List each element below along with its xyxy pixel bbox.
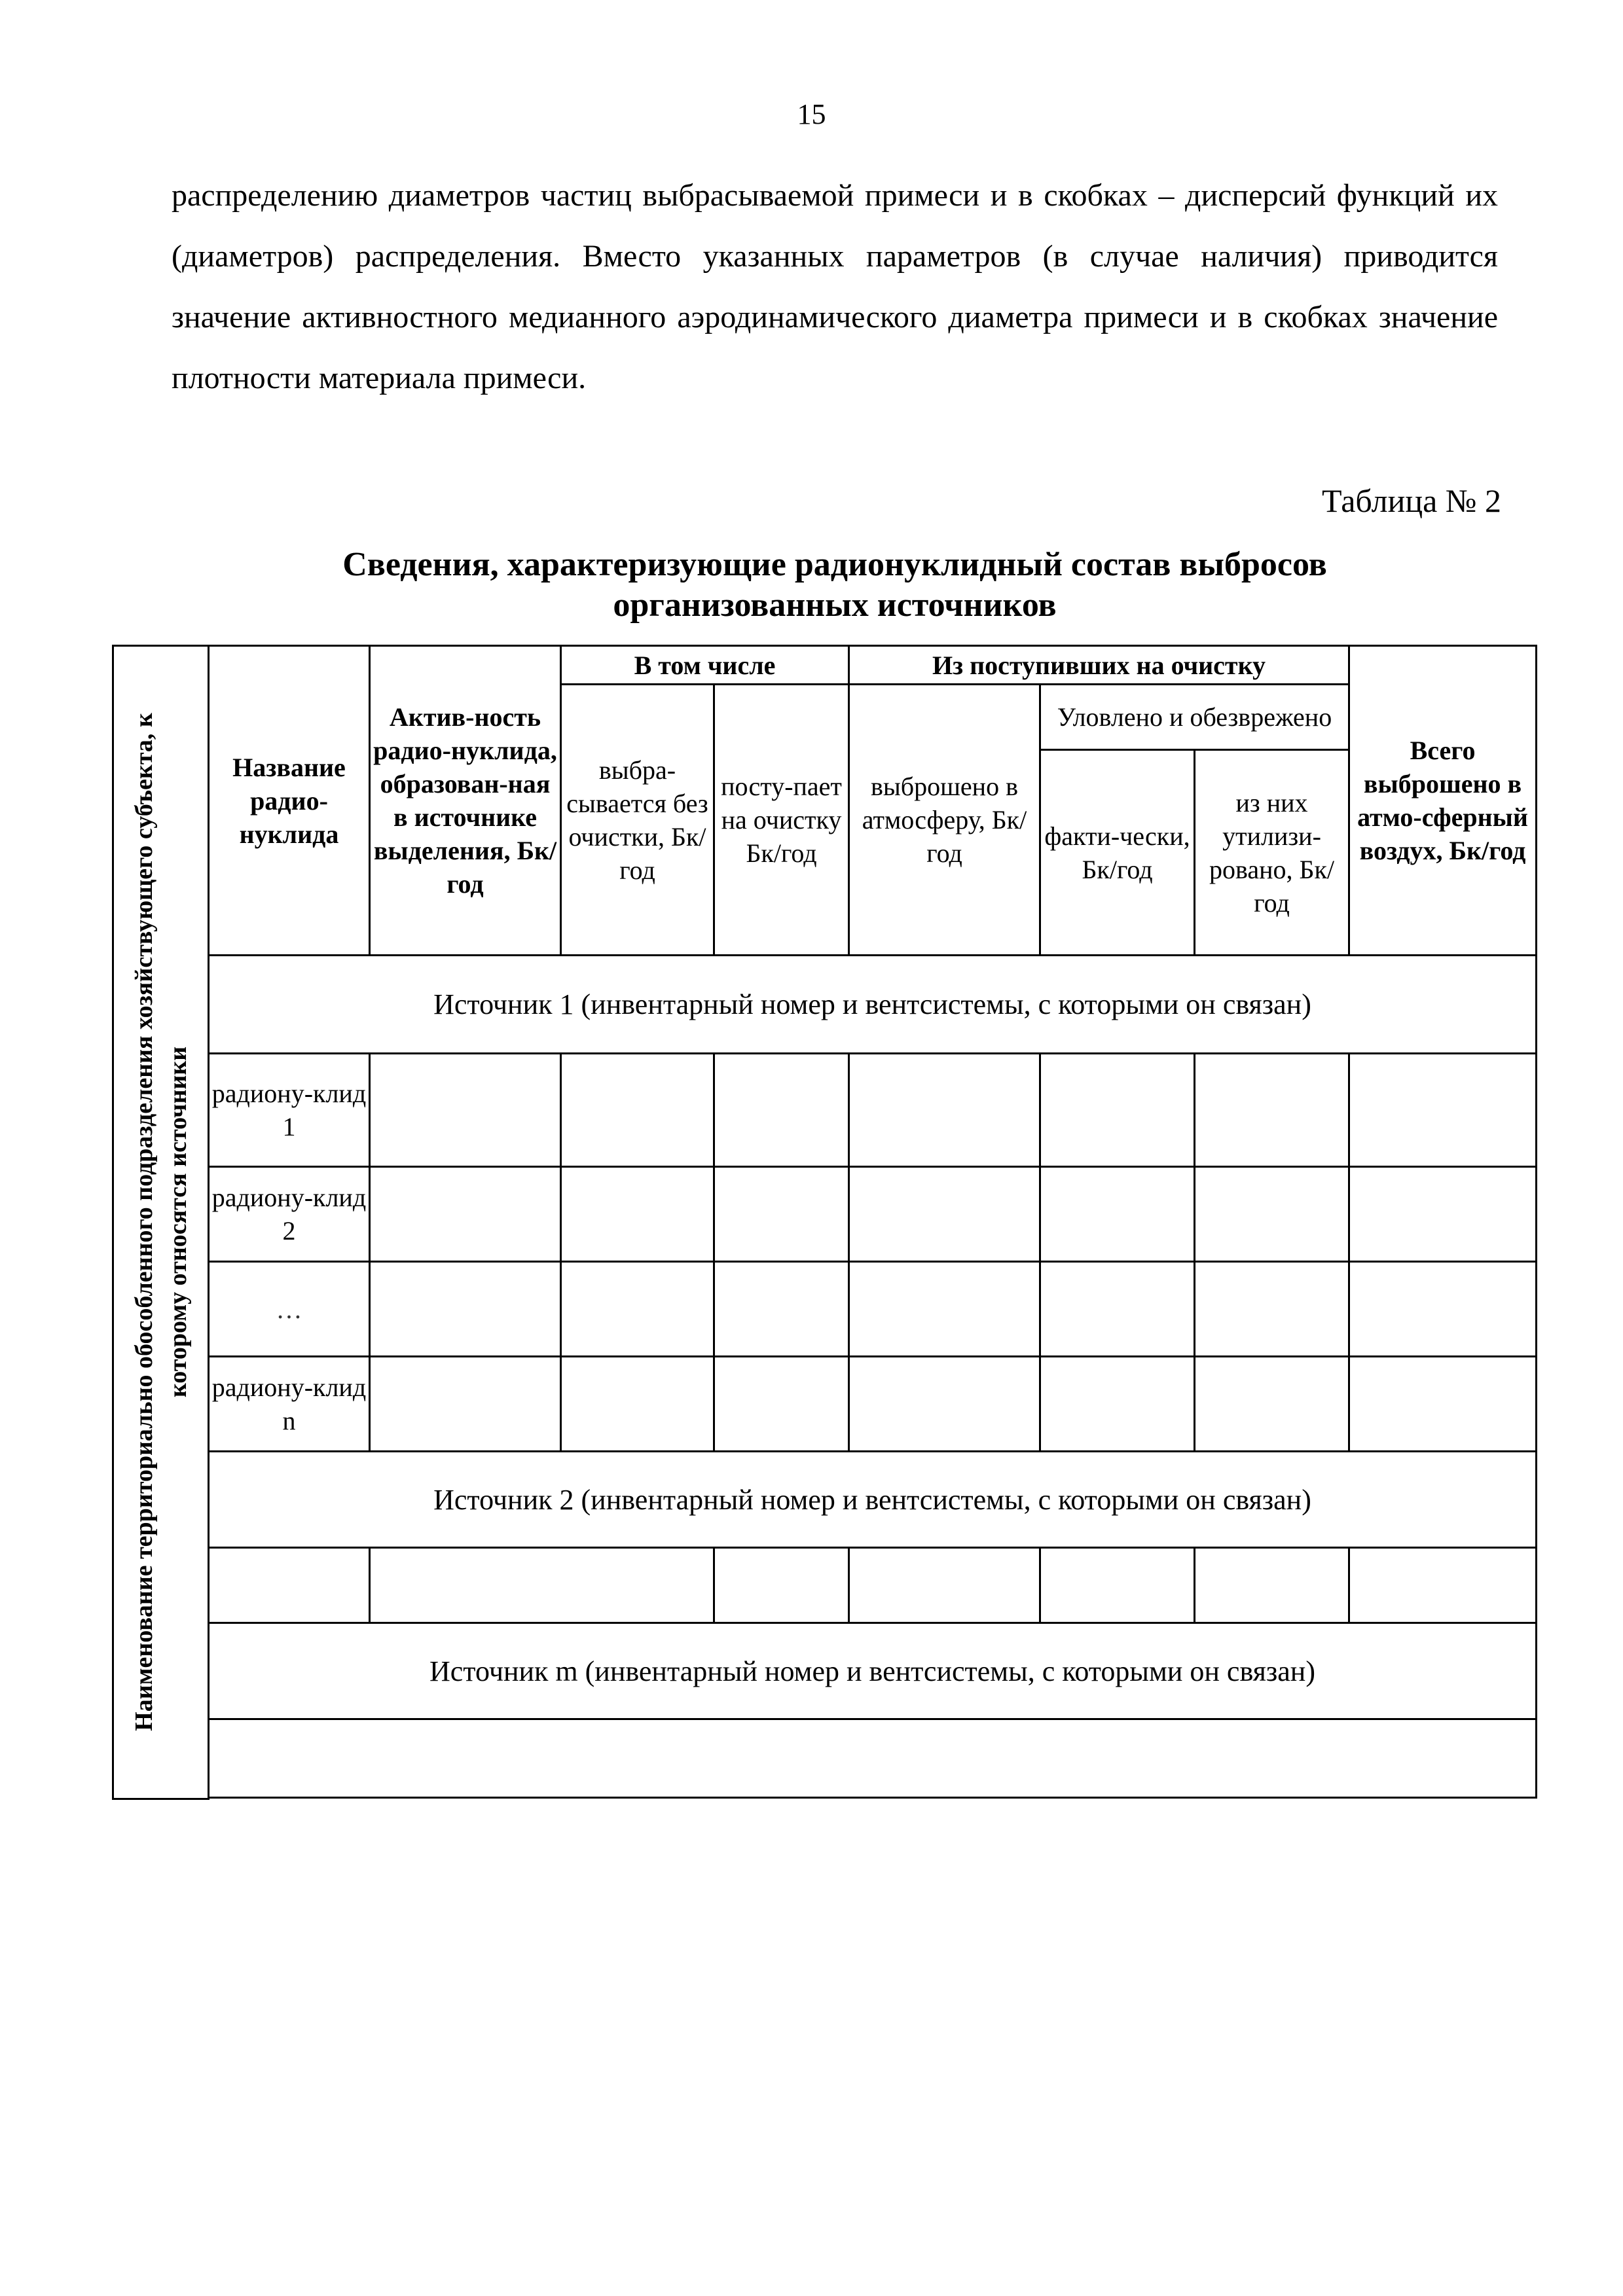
source-2-row: Источник 2 (инвентарный номер и вентсистемы, с которыми он связан) [209, 1452, 1537, 1548]
header-nuclide-name: Название радио-нуклида [209, 646, 370, 956]
table-cell [561, 1167, 714, 1262]
table-cell [209, 1719, 1537, 1798]
table-cell [561, 1054, 714, 1167]
table-title [172, 545, 1498, 626]
table-cell [1349, 1357, 1537, 1452]
header-captured: Уловлено и обезврежено [1040, 685, 1349, 750]
table-cell [1040, 1357, 1195, 1452]
table-cell [370, 1548, 714, 1623]
table-cell [849, 1054, 1040, 1167]
table-cell [1195, 1357, 1349, 1452]
source-1-row: Источник 1 (инвентарный номер и вентсистемы, с которыми он связан) [209, 956, 1537, 1054]
table-cell [1349, 1167, 1537, 1262]
header-utilized: из них утилизи-ровано, Бк/год [1195, 750, 1349, 956]
table-title-line-1: Сведения, характеризующие радионуклидный состав выбросов [342, 546, 1327, 583]
table-cell [1040, 1054, 1195, 1167]
header-emitted-to-atmosphere: выброшено в атмосферу, Бк/год [849, 685, 1040, 956]
side-header-text: Наименование территориально обособленного подразделения хозяйствующего субъекта, к которому относятся источники [130, 713, 192, 1732]
table-cell [714, 1262, 849, 1357]
table-cell [209, 1548, 370, 1623]
table-cell [849, 1548, 1040, 1623]
table-cell [714, 1357, 849, 1452]
source-m-row: Источник m (инвентарный номер и вентсистемы, с которыми он связан) [209, 1623, 1537, 1719]
table-cell [849, 1262, 1040, 1357]
table-cell [370, 1054, 561, 1167]
nuclide-2-name: радиону-клид 2 [209, 1167, 370, 1262]
table-cell [849, 1357, 1040, 1452]
nuclide-ellipsis: … [209, 1262, 370, 1357]
table-cell [714, 1167, 849, 1262]
table-cell [370, 1262, 561, 1357]
table-cell [370, 1167, 561, 1262]
nuclide-n-name: радиону-клид n [209, 1357, 370, 1452]
header-including: В том числе [561, 646, 849, 685]
table-label: Таблица № 2 [1321, 482, 1501, 519]
emissions-table [112, 645, 1537, 1800]
table-cell [1040, 1548, 1195, 1623]
table-cell [1349, 1262, 1537, 1357]
page-number: 15 [797, 98, 826, 130]
header-activity: Актив-ность радио-нуклида, образован-ная в источнике выделения, Бк/год [370, 646, 561, 956]
table-title-line-2: организованных источников [613, 586, 1057, 624]
table-cell [561, 1357, 714, 1452]
table-cell [1195, 1054, 1349, 1167]
table-cell [849, 1167, 1040, 1262]
table-cell [1040, 1262, 1195, 1357]
table-cell [370, 1357, 561, 1452]
table-cell [714, 1054, 849, 1167]
table-cell [1195, 1167, 1349, 1262]
table-cell [1040, 1167, 1195, 1262]
table-cell [1349, 1054, 1537, 1167]
header-sent-to-cleaning: посту-пает на очистку Бк/год [714, 685, 849, 956]
table-cell [561, 1262, 714, 1357]
body-paragraph: распределению диаметров частиц выбрасываемой примеси и в скобках – дисперсий функций их (диаметров) распределения. Вместо указанных параметров (в случае наличия) приводится значение активностного медианного аэродинамического диаметра примеси и в скобках значение плотности материала примеси. [172, 178, 1498, 395]
header-from-received: Из поступивших на очистку [849, 646, 1349, 685]
table-cell [1195, 1548, 1349, 1623]
table-cell [1195, 1262, 1349, 1357]
table-cell [714, 1548, 849, 1623]
header-emitted-without-cleaning: выбра-сывается без очистки, Бк/год [561, 685, 714, 956]
side-header-cell [113, 646, 209, 1799]
header-total-emitted: Всего выброшено в атмо-сферный воздух, Бк/год [1349, 646, 1537, 956]
nuclide-1-name: радиону-клид 1 [209, 1054, 370, 1167]
header-actually: факти-чески, Бк/год [1040, 750, 1195, 956]
spacer [209, 1798, 1537, 1799]
table-cell [1349, 1548, 1537, 1623]
